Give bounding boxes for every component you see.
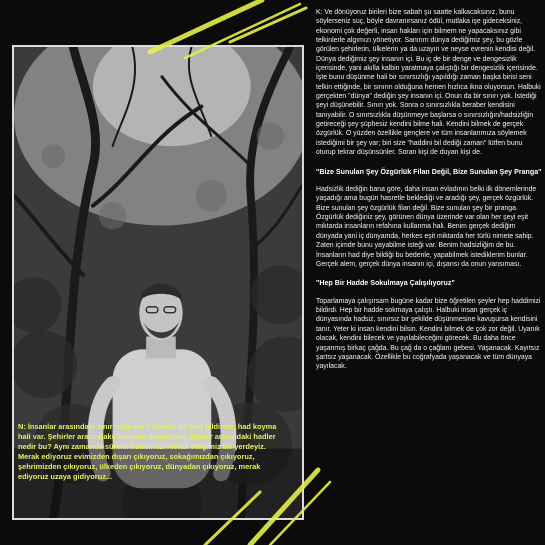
article-heading-2: "Hep Bir Hadde Sokulmaya Çalışılıyoruz" xyxy=(316,279,455,288)
article-heading-1: "Bize Sunulan Şey Özgürlük Filan Değil, Bize Sunulan Şey Pranga" xyxy=(316,167,542,176)
article-column xyxy=(316,8,542,380)
article-paragraph-2: Hadsizlik dediğin bana göre, daha insan evladının belki ilk dönemlerinde yaşadığı ama bugün hasretle beklediği ve aradığı şey, gerçek özgürlük. Bize sunulan şey özgürlük filan değil. Bize sunulan şey bir pranga. Özgürlük dediğiniz şey, görünen dünya üzerinde var olan her şeyi eşit miktarda insanların refahına kullanma hali. Benim gerçek dediğim dünyada yani iç dünyamda, herkes eşit miktarda her türlü nimete sahip. Zaten içimde bunu yayabilme isteği var. Benim hadsizliğim de bu. İnsanların had diye bildiği bu bedenle, yapabilmek istediklerim bunlar. Gerçek alem, gerçek dünya insanın içi, dışarısı da onun yansıması. xyxy=(316,186,537,268)
photo-caption: N: İnsanlar arasındaki sınır niçin var? Sürekli bir had bildirme, had koyma hali var. Şehirler arasındaki, insanlar arasındaki, ülkeler arasındaki hadler nedir bu? Aynı zamanda sürekli haddimizi merak ettiğimiz bir yerdeyiz. Merak ediyoruz evimizden dışarı çıkıyoruz, sokağımızdan çıkıyoruz, şehrimizden çıkıyoruz, ülkeden çıkıyoruz, dünyadan çıkıyoruz, merak ediyoruz uzaya gidiyoruz... xyxy=(18,422,277,482)
article-intro: K: Ve dönüyoruz birileri bize sabah şu saatte kalkacaksınız, bunu söylerseniz suç, böyle davranırsanız ödül, mutlaka işe gideceksiniz, ekonomi çok değerli, insan hakları için bilmem ne yapacaksınız gibi telkinlerle algımızı yönetiyor. Sanırım dünya dediğimiz şey, bu gözle görülen şehirlerin, ülkelerin ya da uzayın ve neyse evrenin kendisi değil. Dünya dediğimiz şey insanın içi. Bu iç de bir denge ve dengesizlik içerisinde, yani akılla kalbin yaratmaya çalıştığı bir dengesizlik içerisinde. İşte bunu düşünme hali bir sınırsızlığı yapıldığı zaman başka birisi seni telkin ettiğinde, bir sınırın olduğuna hemen hızlıca ikna oluyorsun. Halbuki gerçekten "dünya" dediğin şey insanın içi. Onun da bir sınırı yok. İstediği şeyi düşünebilir. Sınırı yok. Sonra o sınırsızlıkla beraber kendisini tanıyabilir. O sınırsızlıkla düşünmeye başlarsa o sınırsızlığın/hadsizliğin getireceği şey şüphesiz kendini bilme hali. Kendini bilmek de gerçek özgürlük. O yüzden özellikle gençlere ve tüm insanlarımıza söylemek istediğimi bir şey var; biri size "haddini bil dediği zaman" lütfen bunu oturup tekrar düşünsünler. Soran kişi de duyan kişi de. xyxy=(316,9,541,157)
article-paragraph-3: Toparlamaya çalışırsam bugüne kadar bize öğretilen şeyler hep haddimizi bildirdi. Hep bir hadde sokmaya çalıştı. Halbuki insan gerçek iç dünyasında hadsiz, sınırsız bir şekilde düşünmesine kavuşursa kendisini tanır. Yeter ki insan kendini bilsin. Kendini bilmek de çok zor değil. Uyanık olacak, kendini bilecek ve yayılabileceğini görecek. Bu daha önce yaşanmış birkaç çağda. Bu çağ da o çağlarıı gebesi. Yaşanacak. Kayıtsız şartsız yaşanacak. Özellikle bu coğrafyada yaşanacak ve tüm dünyaya yayılacak. xyxy=(316,297,541,371)
